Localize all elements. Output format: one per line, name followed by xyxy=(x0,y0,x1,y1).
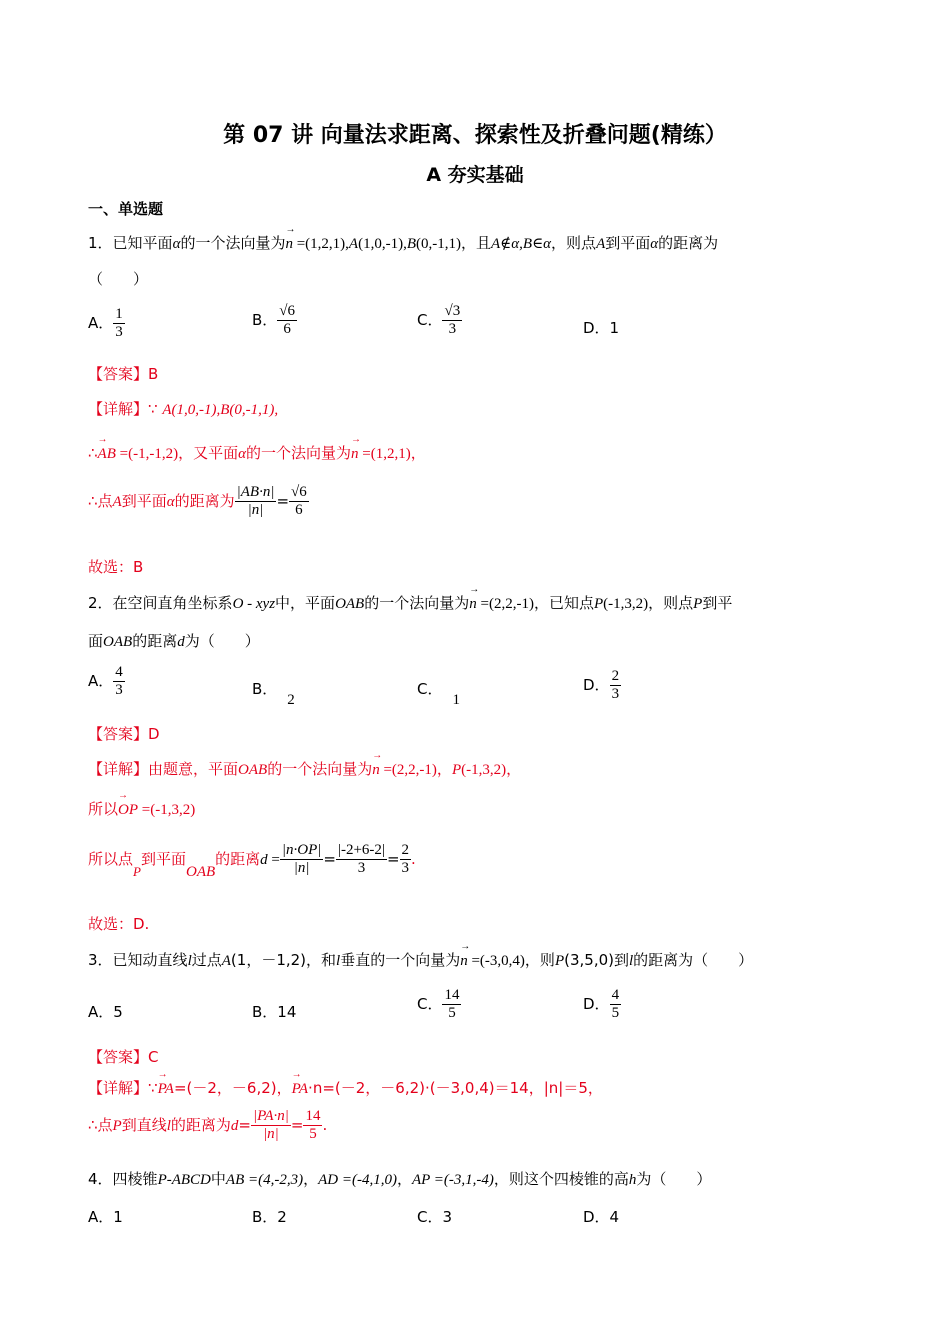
q1-option-d[interactable]: D．1 xyxy=(583,319,620,337)
denominator: 3 xyxy=(448,321,457,337)
fraction xyxy=(277,303,297,338)
math-expr: =(-1,-1,2) xyxy=(115,446,179,462)
math-expr: =(-1,3,2) xyxy=(138,802,196,818)
detail-label: 【详解】 xyxy=(88,760,149,778)
detail-text: ， xyxy=(436,760,452,778)
q1-number: 1． xyxy=(88,234,113,252)
q2-option-a[interactable] xyxy=(88,664,125,699)
denominator: |n| xyxy=(247,502,264,518)
q4-option-d[interactable]: D．4 xyxy=(583,1208,620,1226)
plane-oab: OAB xyxy=(185,864,216,880)
q1-normal-value: =(1,2,1), xyxy=(292,236,349,252)
q4-vector-ab: AB =(4,-2,3) xyxy=(225,1172,304,1188)
option-label: B． xyxy=(252,311,278,329)
detail-text: ， xyxy=(410,444,426,462)
numerator: 1 xyxy=(115,306,123,322)
detail-text: 到平面 xyxy=(140,850,186,868)
fraction xyxy=(113,306,125,341)
numerator: |PA·n| xyxy=(253,1108,289,1124)
q2-coordinate-system: O - xyz xyxy=(232,596,276,612)
q1-detail-line2 xyxy=(88,442,426,463)
denominator: 6 xyxy=(295,502,303,518)
period: . xyxy=(411,850,416,868)
numerator: 2 xyxy=(611,668,620,684)
q3-text: 垂直的一个向量为 xyxy=(340,951,461,969)
detail-text: 由题意，平面 xyxy=(148,760,239,778)
q1-alpha: α xyxy=(172,236,181,252)
fraction xyxy=(610,668,622,703)
denominator: 6 xyxy=(283,321,291,337)
numerator: 4 xyxy=(115,664,123,680)
denominator: |n| xyxy=(293,860,310,876)
vector-n: → n xyxy=(351,446,359,463)
q3-text: 已知动直线 xyxy=(112,951,188,969)
q3-point-a-value: (1，－1,2)，和 xyxy=(230,951,337,969)
q4-text: ，则这个四棱锥的高 xyxy=(493,1170,629,1188)
point-p: P xyxy=(451,762,462,778)
question-1-stem xyxy=(88,232,718,253)
q3-point-a: A xyxy=(221,953,231,969)
distance-d: d xyxy=(230,1118,239,1134)
numerator: 14 xyxy=(305,1108,321,1124)
q3-text: 的距离为（ ） xyxy=(633,951,754,969)
option-label: D． xyxy=(583,676,610,694)
fraction xyxy=(251,1108,291,1143)
vector-n: → n xyxy=(372,762,380,779)
q4-pyramid: P-ABCD xyxy=(157,1172,211,1188)
q4-text: ， xyxy=(396,1170,412,1188)
q4-text: 四棱锥 xyxy=(112,1170,158,1188)
q2-answer: 【答案】D xyxy=(88,725,160,743)
option-label: C． xyxy=(417,995,443,1013)
detail-text: ∴点 xyxy=(88,1116,113,1134)
q3-option-a[interactable]: A．5 xyxy=(88,1003,123,1021)
fraction xyxy=(113,664,125,699)
question-2-stem-line2 xyxy=(88,630,260,651)
detail-text: 的距离 xyxy=(215,850,261,868)
q2-text: ，则点 xyxy=(648,594,694,612)
question-2-stem xyxy=(88,592,732,613)
q1-point-a-value: (1,0,-1), xyxy=(358,236,407,252)
q1-paren: （ ） xyxy=(88,270,149,288)
q2-text: 在空间直角坐标系 xyxy=(112,594,233,612)
option-label: A． xyxy=(88,314,114,332)
denominator: 5 xyxy=(448,1005,456,1021)
option-label: B． xyxy=(252,680,278,698)
q1-condition: A∉α,B∈α xyxy=(491,236,552,252)
q1-point-a: A xyxy=(596,236,606,252)
detail-text: 的距离为 xyxy=(174,492,235,510)
denominator: 3 xyxy=(357,860,366,876)
q2-detail-line3 xyxy=(88,842,416,880)
denominator: 3 xyxy=(115,682,123,698)
q1-normal-vector: → n xyxy=(285,236,293,253)
q4-vector-ap: AP =(-3,1,-4) xyxy=(411,1172,494,1188)
equals: = xyxy=(323,850,336,868)
q3-detail-line1 xyxy=(88,1077,603,1098)
q3-option-b[interactable]: B．14 xyxy=(252,1003,297,1021)
denominator: 3 xyxy=(401,860,410,876)
q1-text: ，则点 xyxy=(551,234,597,252)
fraction xyxy=(336,842,387,877)
q3-detail-line2 xyxy=(88,1108,327,1143)
denominator: 3 xyxy=(115,324,123,340)
fraction xyxy=(289,484,309,519)
q3-number: 3． xyxy=(88,951,113,969)
q1-text: 的一个法向量为 xyxy=(180,234,286,252)
page-title: 第 07 讲 向量法求距离、探索性及折叠问题(精练） xyxy=(223,123,727,148)
q2-normal-vector: → n xyxy=(469,596,477,613)
vector-ab: → AB xyxy=(98,446,116,463)
numerator: |n·OP| xyxy=(281,842,322,858)
q3-vector-value: =(-3,0,4) xyxy=(467,953,525,969)
q1-option-b[interactable] xyxy=(252,303,297,338)
q2-point-p: P xyxy=(693,596,703,612)
denominator: 5 xyxy=(611,1005,620,1021)
detail-label: 【详解】 xyxy=(88,1079,149,1097)
detail-text: ， xyxy=(506,760,522,778)
q1-alpha: α xyxy=(650,236,659,252)
numerator: 4 xyxy=(611,987,620,1003)
q4-option-c[interactable]: C．3 xyxy=(417,1208,453,1226)
fraction xyxy=(610,987,622,1022)
q4-option-a[interactable]: A．1 xyxy=(88,1208,123,1226)
detail-text: 的距离为 xyxy=(170,1116,231,1134)
denominator: |n| xyxy=(263,1126,279,1142)
q3-text: 过点 xyxy=(191,951,222,969)
q1-point-b-value: (0,-1,1) xyxy=(416,236,461,252)
q4-vector-ad: AD =(-4,1,0) xyxy=(318,1172,397,1188)
question-4-stem xyxy=(88,1168,711,1189)
option-label: C． xyxy=(417,311,443,329)
q4-height-h: h xyxy=(628,1172,637,1188)
line-l: l xyxy=(166,1118,171,1134)
q1-text: 的距离为 xyxy=(658,234,719,252)
fraction xyxy=(442,303,462,338)
q1-text: 已知平面 xyxy=(112,234,173,252)
math-expr: =(2,2,-1) xyxy=(379,762,437,778)
option-label: A． xyxy=(88,672,114,690)
plane-oab: OAB xyxy=(238,762,268,778)
because-symbol: ∵ xyxy=(148,400,158,418)
q2-text: 面 xyxy=(88,632,104,650)
distance-d: d xyxy=(260,852,268,868)
fraction xyxy=(303,1108,322,1143)
q2-point-p-value: (-1,3,2) xyxy=(603,596,649,612)
denominator: 3 xyxy=(611,686,620,702)
q2-text: 到平 xyxy=(702,594,733,612)
q2-plane: OAB xyxy=(103,634,133,650)
numerator: √3 xyxy=(444,303,461,319)
q3-answer: 【答案】C xyxy=(88,1048,159,1066)
option-value: 2 xyxy=(287,692,295,708)
q3-line-l: l xyxy=(336,953,341,969)
q1-text: 到平面 xyxy=(605,234,651,252)
fraction xyxy=(235,484,277,519)
page-subtitle: A 夯实基础 xyxy=(426,164,524,186)
section-heading: 一、单选题 xyxy=(88,200,164,218)
q1-detail-line1 xyxy=(88,398,278,419)
period: . xyxy=(322,1116,328,1134)
detail-text: 所以 xyxy=(88,800,119,818)
q4-option-b[interactable]: B．2 xyxy=(252,1208,287,1226)
detail-text: ，又平面 xyxy=(178,444,239,462)
q1-point-b: B xyxy=(406,236,416,252)
q4-text: 为（ ） xyxy=(636,1170,712,1188)
q4-text: 中 xyxy=(210,1170,226,1188)
point-p: P xyxy=(112,1118,122,1134)
detail-text: 的一个法向量为 xyxy=(267,760,373,778)
math-expr: ·n=(－2，－6,2)·(－3,0,4)＝14，|n|＝5， xyxy=(308,1079,603,1097)
q3-text: ，则 xyxy=(524,951,555,969)
equals: = xyxy=(267,852,280,868)
q2-detail-line2 xyxy=(88,798,195,819)
numerator: 14 xyxy=(444,987,460,1003)
q2-option-d[interactable] xyxy=(583,668,621,703)
q1-answer: 【答案】B xyxy=(88,365,159,383)
point-a: A xyxy=(112,494,122,510)
q1-option-c[interactable] xyxy=(417,303,462,338)
q3-vector-n: → n xyxy=(460,953,468,970)
vector-op: → OP xyxy=(118,802,138,819)
q2-number: 2． xyxy=(88,594,113,612)
q2-normal-value: =(2,2,-1) xyxy=(476,596,534,612)
math-expr: =(1,2,1) xyxy=(358,446,411,462)
q2-text: 为（ ） xyxy=(184,632,260,650)
therefore-symbol: ∴ xyxy=(88,444,98,462)
detail-text: 到直线 xyxy=(121,1116,167,1134)
q1-pick: 故选：B xyxy=(88,558,144,576)
q1-option-a[interactable] xyxy=(88,306,125,341)
option-label: D． xyxy=(583,995,610,1013)
q2-text: 中，平面 xyxy=(275,594,336,612)
vector-pa: → PA xyxy=(158,1081,174,1098)
q2-text: 的距离 xyxy=(132,632,178,650)
question-3-stem xyxy=(88,949,753,970)
q3-option-d[interactable] xyxy=(583,987,621,1022)
detail-text: 的一个法向量为 xyxy=(245,444,351,462)
q2-text: 的一个法向量为 xyxy=(364,594,470,612)
equals: = xyxy=(238,1116,251,1134)
detail-label: 【详解】 xyxy=(88,400,149,418)
q3-line-l: l xyxy=(628,953,634,969)
alpha-symbol: α xyxy=(238,446,246,462)
equals: = xyxy=(276,492,290,510)
fraction xyxy=(442,987,461,1022)
option-label: C． xyxy=(417,680,443,698)
math-expr: =(－2，－6,2)， xyxy=(173,1079,292,1097)
q2-distance-d: d xyxy=(177,634,185,650)
q3-option-c[interactable] xyxy=(417,987,461,1022)
because-symbol: ∵ xyxy=(148,1079,158,1097)
option-value: 1 xyxy=(452,692,460,708)
fraction xyxy=(400,842,412,877)
q1-point-a: A xyxy=(348,236,359,252)
q3-point-p-value: (3,5,0)到 xyxy=(564,951,629,969)
numerator: |AB·n| xyxy=(236,484,275,500)
numerator: 2 xyxy=(401,842,410,858)
alpha-symbol: α xyxy=(166,494,175,510)
q1-detail-line3 xyxy=(88,484,309,519)
q2-option-c[interactable] xyxy=(417,678,460,708)
point-p: P xyxy=(133,864,141,879)
q4-text: ， xyxy=(303,1170,319,1188)
math-expr: A(1,0,-1),B(0,-1,1), xyxy=(162,402,279,418)
denominator: 5 xyxy=(309,1126,317,1142)
q1-text: ，且 xyxy=(461,234,492,252)
equals: = xyxy=(386,850,400,868)
numerator: √6 xyxy=(291,484,307,500)
detail-text: ∴点 xyxy=(88,492,113,510)
q2-plane: OAB xyxy=(335,596,365,612)
vector-pa: → PA xyxy=(292,1081,308,1098)
q4-number: 4． xyxy=(88,1170,113,1188)
numerator: √6 xyxy=(279,303,296,319)
fraction xyxy=(280,842,324,877)
detail-text: 所以点 xyxy=(88,850,134,868)
q2-option-b[interactable] xyxy=(252,678,295,708)
q2-point-p: P xyxy=(593,596,604,612)
q3-point-p: P xyxy=(554,953,565,969)
q3-line-l: l xyxy=(187,953,192,969)
q2-detail-line1 xyxy=(88,758,521,779)
equals: = xyxy=(290,1116,304,1134)
numerator: |-2+6-2| xyxy=(337,842,385,858)
math-expr: (-1,3,2) xyxy=(461,762,507,778)
q2-text: ，已知点 xyxy=(533,594,594,612)
q2-pick: 故选：D. xyxy=(88,915,150,933)
detail-text: 到平面 xyxy=(121,492,167,510)
